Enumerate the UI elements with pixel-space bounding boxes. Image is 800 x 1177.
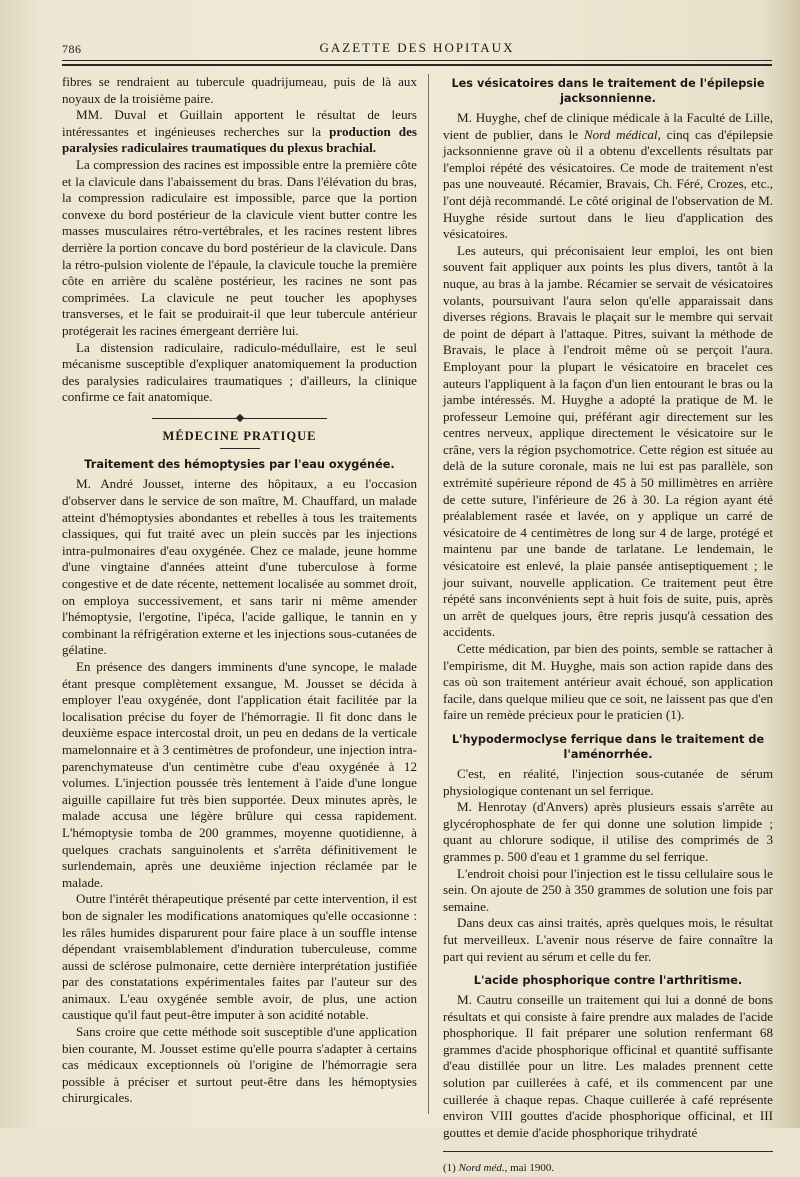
paragraph: Sans croire que cette méthode soit susceptible d'une application bien courante, M. Jousset estime qu'elle pourra s'adapter à certains cas médicaux exceptionnels où l'origine de l'hémorragie sera possible à préciser et surtout peut-être dans les hémoptysies chirurgicales. xyxy=(62,1024,417,1106)
page-header xyxy=(62,36,772,58)
paragraph: En présence des dangers imminents d'une syncope, le malade étant presque complètement exsangue, M. Jousset se décida à employer l'eau oxygénée, dont l'application était facilitée par la localisation précise du foyer de l'hémorragie. Il fit donc dans le deuxième espace intercostal droit, un peu en dedans de la verticale mamelonnaire et à 3 centimètres de profondeur, une injection intra-parenchymateuse d'un centimètre cube d'eau oxygénée à 12 volumes. L'injection poussée très lentement à l'aide d'une longue aiguille capillaire fut très bien supportée. Deux minutes après, le malade accusa une légère brûlure qui cessa rapidement. L'hémoptysie tomba de 200 grammes, moyenne quotidienne, à quelques crachats sanguinolents et s'arrêta définitivement le surlendemain, après une deuxième injection réclamée par le malade. xyxy=(62,659,417,890)
paragraph: Outre l'intérêt thérapeutique présenté par cette intervention, il est bon de signaler les modifications anatomiques qu'elle occasionne : les râles humides disparurent pour faire place à un souffle intense dépendant vraisemblablement d'induration tuberculeuse, comme aussi de sclérose pulmonaire, cette dernière interprétation justifiée par des constatations expérimentales faites par l'auteur sur des animaux. L'eau oxygénée semble avoir, de plus, une action caustique qu'il faut peut-être imputer à son acidité notable. xyxy=(62,891,417,1023)
article-heading: L'hypodermoclyse ferrique dans le traitement de l'aménorrhée. xyxy=(451,732,765,761)
paragraph xyxy=(443,110,773,243)
footnote-rule xyxy=(443,1151,773,1152)
right-column xyxy=(443,74,773,1177)
bold-text: production des paralysies radiculaires traumatiques du plexus brachial. xyxy=(62,123,417,156)
paragraph: Les auteurs, qui préconisaient leur emploi, les ont bien souvent fait appliquer aux points les plus divers, tantôt à la nuque, au bras à la jambe. Récamier se servait de vésicatoires volants, poursuivant l'aura selon qu'elle apparaissait dans diverses régions. Bravais le plaçait sur le membre qui servait de point de départ à l'attaque. Pitres, suivant la méthode de Bravais, le place à l'endroit même où se perçoit l'aura. Employant pour la plupart le vésicatoire en bracelet ces auteurs l'appliquent à la façon d'un lien entourant le bras ou la jambe intéressés. M. Huyghe a adopté la pratique de M. le professeur Lemoine qui, préférant agir directement sur les centres nerveux, applique directement le vésicatoire sur le crâne, vers la région psychomotrice. Cette région est située au delà de la suture coronale, mais ne lui est pas parallèle, son extrémité supérieure répond de 45 à 50 millimètres en arrière de cette suture, l'inférieure de 26 à 30. La région ayant été préalablement rasée et lavée, on y applique un carré de vésicatoire de 4 centimètres de long sur 4 de large, protégé et maintenu par une bande de tarlatane. Le lendemain, le vésicatoire est enlevé, la plaie pansée antiseptiquement ; le jour suivant, nouvelle application. Ce traitement peut être répété sans inconvénients sept à huit fois de suite, puis, après un arrêt de quelques jours, être repris jusqu'à cessation des accidents. xyxy=(443,242,773,640)
header-rule-thick xyxy=(62,64,772,66)
article-heading: L'acide phosphorique contre l'arthritisme. xyxy=(473,974,743,988)
paragraph: M. Henrotay (d'Anvers) après plusieurs essais s'arrête au glycérophosphate de fer qui donne une solution limpide ; quant au chlorure sodique, il utilise des comprimés de 3 grammes p. 500 d'eau et 1 gramme du sel ferrique. xyxy=(443,799,773,864)
footnote-number: (1) xyxy=(443,1162,459,1175)
paragraph: M. Cautru conseille un traitement qui lui a donné de bons résultats et qui consiste à faire prendre aux malades de l'acide phosphorique. Il fait préparer une solution renfermant 68 grammes d'acide phosphorique officinal et quantité suffisante d'eau distillée pour un litre. Les malades prennent cette solution par cuillerées à café, et ils commencent par une cuillerée à chaque repas. Chaque cuillerée à café représente environ VIII gouttes d'acide phosphorique officinal, et III gouttes et demie d'acide phosphorique trihydraté xyxy=(443,992,773,1140)
page-number: 786 xyxy=(62,42,82,56)
section-title-text: MÉDECINE PRATIQUE xyxy=(162,428,317,443)
paragraph: fibres se rendraient au tubercule quadrijumeau, puis de là aux noyaux de la troisième paire. xyxy=(62,74,417,106)
header-rule-thin xyxy=(62,60,772,61)
footnote-source: Nord méd. xyxy=(458,1162,505,1175)
paragraph-text: , cinq cas d'épilepsie jacksonnienne grave où il a obtenu d'excellents résultats par l'emploi répété des vésicatoires. Ce mode de traitement n'est pas une nouveauté. Récamier, Bravais, Ch. Féré, Crozes, etc., l'ont déjà recommandé. Le côté original de l'observation de M. Huyghe réside surtout dans le lieu d'application des vésicatoires. xyxy=(443,126,773,242)
paragraph: Dans deux cas ainsi traités, après quelques mois, le résultat fut merveilleux. L'avenir nous réserve de faire connaître la part qui revient au sérum et celle du fer. xyxy=(443,915,773,964)
journal-title: GAZETTE DES HOPITAUX xyxy=(319,40,515,55)
footnote-text: , mai 1900. xyxy=(504,1162,555,1175)
article-heading: Les vésicatoires dans le traitement de l'épilepsie jacksonnienne. xyxy=(451,77,765,105)
paragraph: M. André Jousset, interne des hôpitaux, a eu l'occasion d'observer dans le service de son maître, M. Chauffard, un malade atteint d'hémoptysies abondantes et rebelles à tous les traitements classiques, qui fut traité avec un plein succès par les injections intra-pulmonaires d'eau oxygénée. Chez ce malade, jeune homme d'une vingtaine d'années atteint d'une tuberculose à forme congestive et de date récente, nettement localisée au sommet droit, on employa successivement, et sans tarir ni même amender l'hémoptysie, l'ergotine, l'ipéca, l'acide gallique, le tannin en y combinant la réfrigération externe et les injections sous-cutanées de gélatine. xyxy=(62,476,417,658)
footnote xyxy=(443,1160,773,1177)
paragraph-text: MM. Duval et Guillain apportent le résultat de leurs intéressantes et ingénieuses recherches sur la xyxy=(62,107,417,139)
paragraph: Cette médication, par bien des points, semble se rattacher à l'empirisme, dit M. Huyghe, mais son action rapide dans des cas où son traitement antérieur avait échoué, son application facile, dans quelque milieu que ce soit, ne laissent pas que d'en faire un remède précieux pour le praticien (1). xyxy=(443,641,773,723)
section-ornament xyxy=(62,414,417,422)
paragraph xyxy=(62,107,417,157)
paragraph-text: M. Huyghe, chef de clinique médicale à la Faculté de Lille, vient de publier, dans le xyxy=(443,110,773,142)
left-column xyxy=(62,74,417,1107)
paragraph: C'est, en réalité, l'injection sous-cutanée de sérum physiologique contenant un sel ferrique. xyxy=(443,765,773,798)
paragraph: La distension radiculaire, radiculo-médullaire, est le seul mécanisme susceptible d'expliquer anatomiquement la production des paralysies radiculaires traumatiques ; d'ailleurs, la clinique confirme ce fait anatomique. xyxy=(62,339,417,405)
article-heading: Traitement des hémoptysies par l'eau oxygénée. xyxy=(84,458,395,472)
italic-text: Nord médical xyxy=(583,126,658,142)
section-title xyxy=(62,428,417,450)
paragraph: L'endroit choisi pour l'injection est le tissu cellulaire sous le sein. On ajoute de 250 à 350 grammes de solution une fois par semaine. xyxy=(443,865,773,914)
section-title-underline xyxy=(220,448,260,449)
column-divider xyxy=(428,74,429,1114)
paragraph: La compression des racines est impossible entre la première côte et la clavicule dans l'abaissement du bras. Dans l'élévation du bras, la compression radiculaire est impossible, parce que la portion convexe du bord postérieur de la clavicule vient butter contre les masses musculaires rétro-vertébrales, et les racines restent libres derrière la portion concave du bord postérieur de la clavicule. Dans la rétro-pulsion violente de l'épaule, la clavicule touche la première côte en arrière du scalène postérieur, les racines ne sont pas comprimées. La clavicule ne peut toucher les apophyses transverses, et le fait se produirait-il que leur tubercule antérieur protégerait les racines émergeant derrière lui. xyxy=(62,156,417,338)
